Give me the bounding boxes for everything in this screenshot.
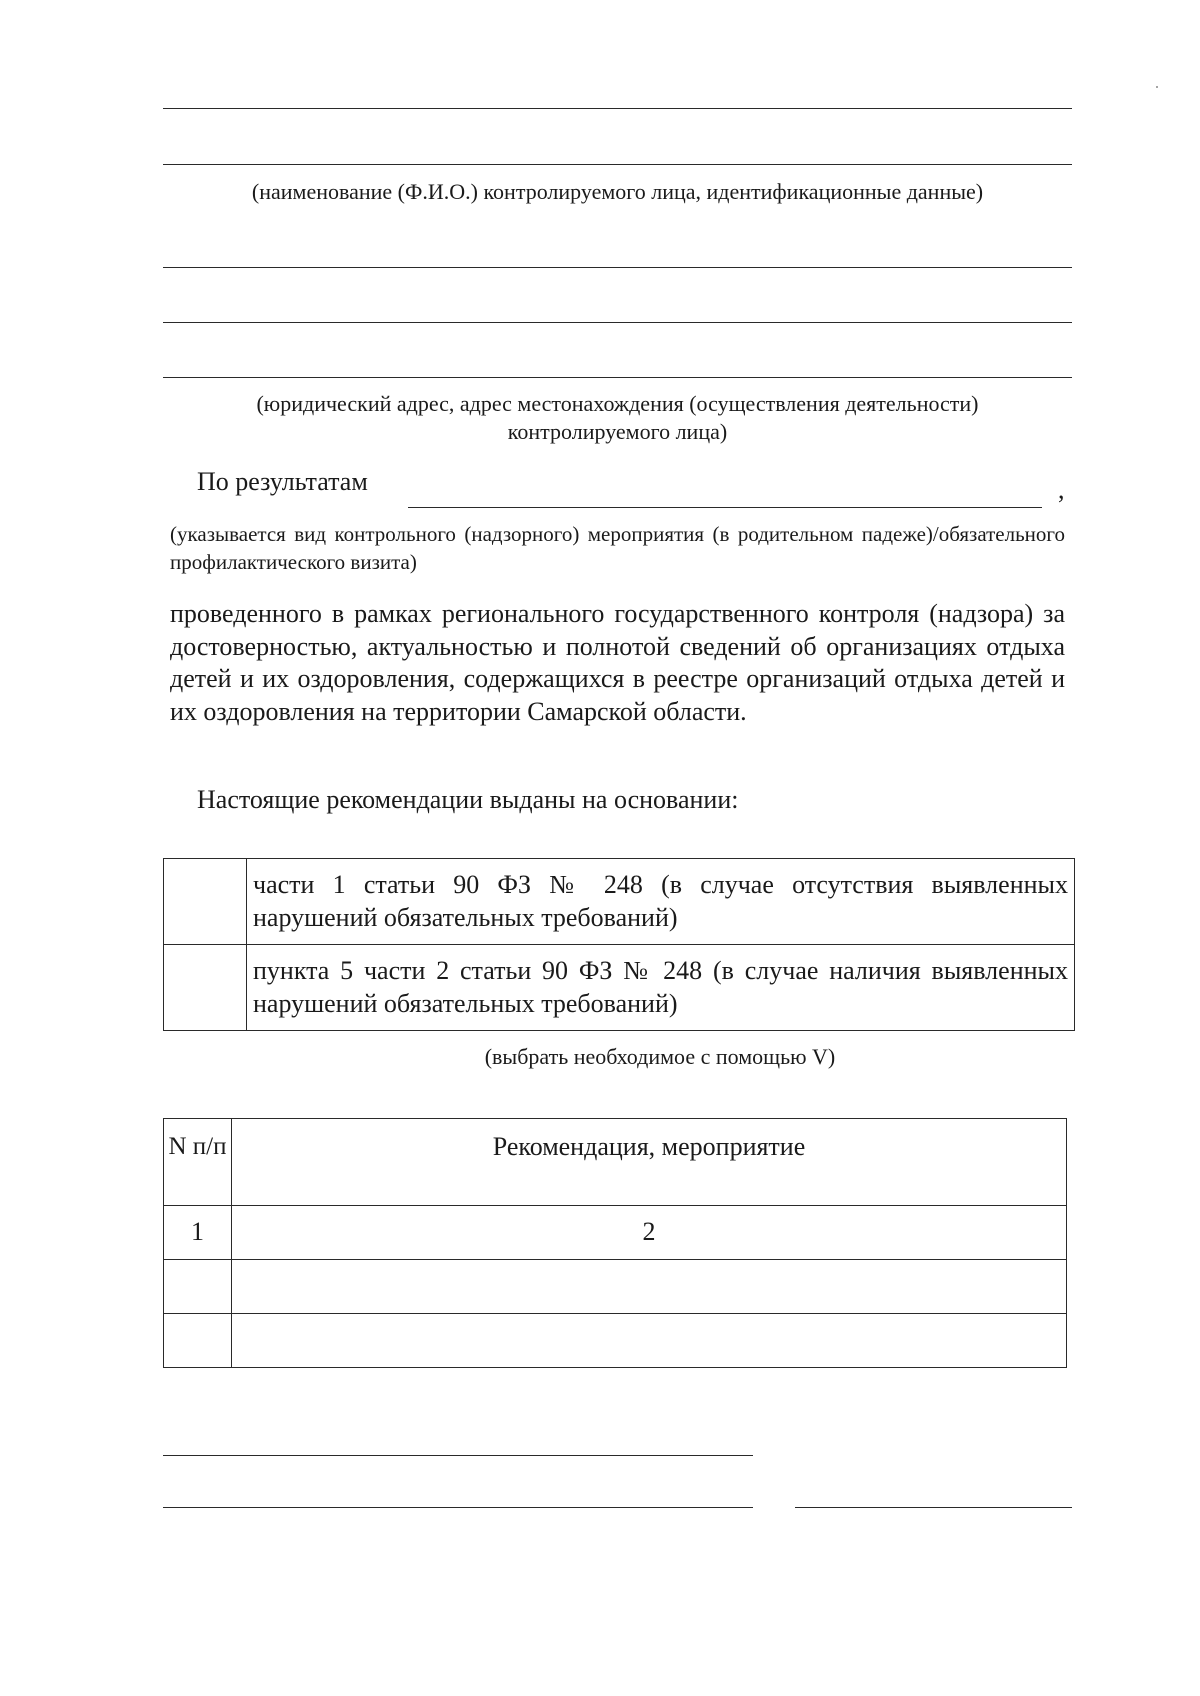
recommendations-numbering-row [164,1206,1067,1260]
row-number-cell[interactable] [164,1260,232,1314]
basis-row [164,945,1075,1031]
basis-option-cell [247,859,1075,945]
party-name-caption: (наименование (Ф.И.О.) контролируемого лица, идентификационные данные) [251,179,984,204]
basis-intro: Настоящие рекомендации выданы на основании: [197,785,739,814]
recommendation-cell[interactable] [232,1260,1067,1314]
address-line-1[interactable] [163,267,1072,268]
table-row [164,1314,1067,1368]
basis-table [163,858,1075,1031]
signature-position-line[interactable] [163,1455,753,1456]
basis-option-text: части 1 статьи 90 ФЗ № 248 (в случае отсутствия выявленных нарушений обязательных требований) [253,870,1068,932]
numbering-cell: 2 [232,1206,1067,1260]
table-row [164,1260,1067,1314]
numbering-cell: 1 [164,1206,232,1260]
recommendations-header-row [164,1119,1067,1206]
basis-option-cell [247,945,1075,1031]
signature-name-line[interactable] [163,1507,753,1508]
party-name-line-2[interactable] [163,164,1072,165]
results-hint: (указывается вид контрольного (надзорного) мероприятия (в родительном падеже)/обязательного профилактического визита) [170,522,1065,574]
basis-checkbox[interactable] [164,945,247,1031]
recommendation-cell[interactable] [232,1314,1067,1368]
results-event-line[interactable] [408,507,1042,508]
address-caption-line-2: контролируемого лица) [507,419,728,444]
row-number-cell[interactable] [164,1314,232,1368]
recommendations-table [163,1118,1067,1368]
scan-speck [1156,86,1158,88]
address-caption-line-1: (юридический адрес, адрес местонахождения (осуществления деятельности) [256,391,979,416]
basis-note: (выбрать необходимое с помощью V) [484,1044,836,1069]
results-lead: По результатам [197,467,368,496]
party-name-line-1[interactable] [163,108,1072,109]
address-line-3[interactable] [163,377,1072,378]
scope-paragraph: проведенного в рамках регионального государственного контроля (надзора) за достоверностью, актуальностью и полнотой сведений об организациях отдыха детей и их оздоровления, содержащихся в реестре организаций отдыха детей и их оздоровления на территории Самарской области. [170,599,1065,726]
basis-row [164,859,1075,945]
column-header-number: N п/п [164,1119,232,1206]
basis-option-text: пункта 5 части 2 статьи 90 ФЗ № 248 (в случае наличия выявленных нарушений обязательных требований) [253,956,1068,1018]
basis-checkbox[interactable] [164,859,247,945]
signature-line[interactable] [795,1507,1072,1508]
address-line-2[interactable] [163,322,1072,323]
results-comma: , [1058,475,1065,504]
column-header-recommendation: Рекомендация, мероприятие [232,1119,1067,1206]
